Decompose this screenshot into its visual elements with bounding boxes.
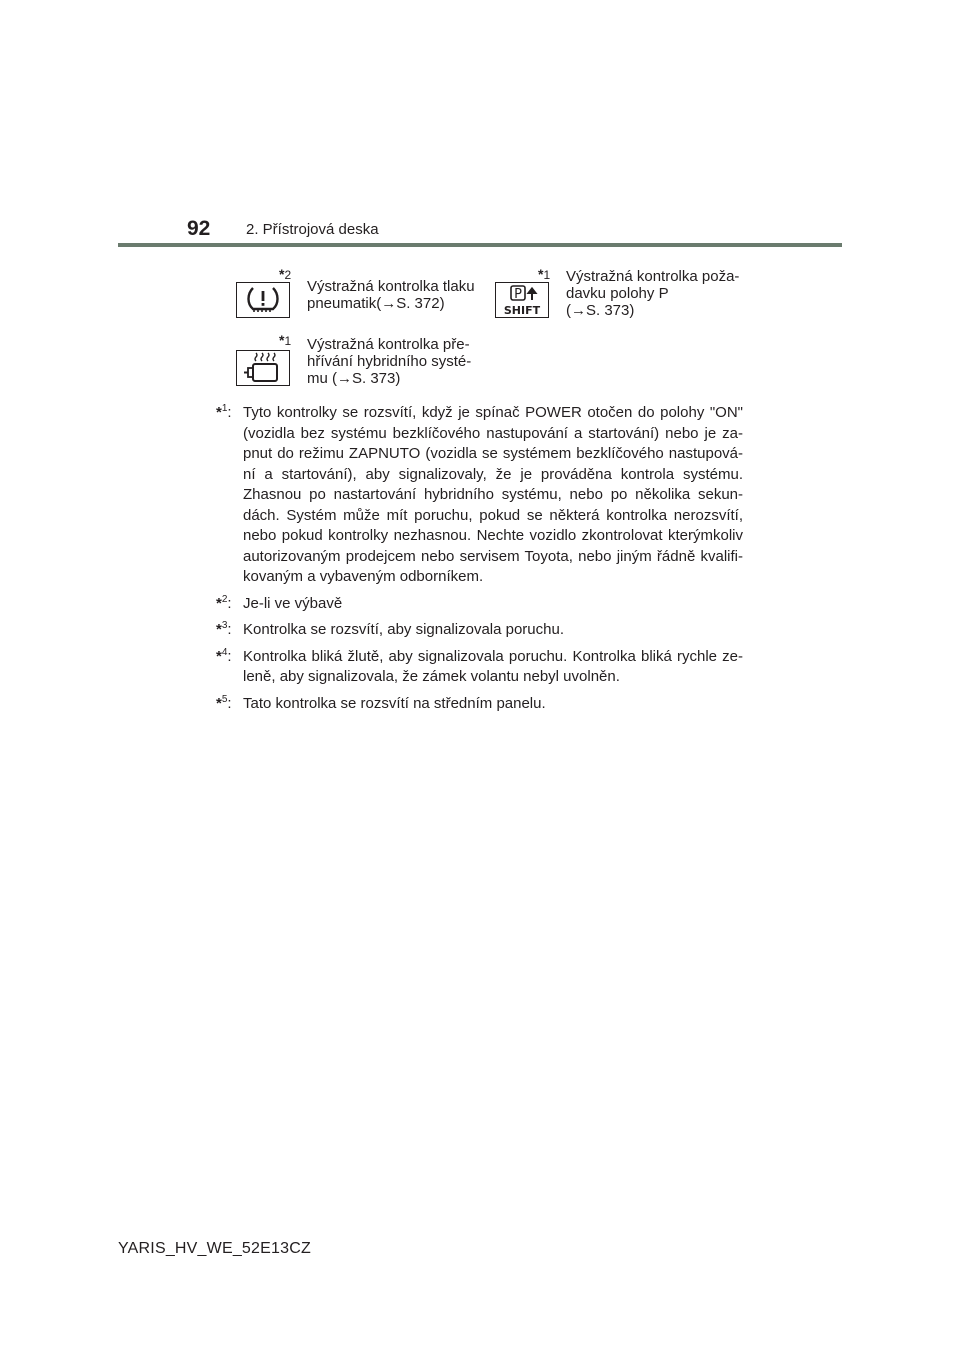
footnote-5 — [216, 694, 743, 715]
footnote-line: ní a startování), aby signalizovaly, že je prováděna kontrola systému. — [243, 465, 743, 483]
footnote-text — [243, 647, 743, 688]
description-line: pneumatik(→S. 372) — [307, 295, 445, 312]
footnote-label: *$^1$: — [216, 403, 232, 421]
footnotes — [216, 403, 743, 720]
indicator-icon-frame — [495, 282, 549, 318]
footnote-line: Kontrolka se rozsvítí, aby signalizovala poruchu. — [243, 621, 564, 638]
footnote-label: *$^2$: — [216, 593, 232, 612]
hybrid-system-overheat-warning-icon — [241, 352, 285, 384]
description-line: Výstražná kontrolka tlaku — [307, 278, 475, 295]
document-code: YARIS_HV_WE_52E13CZ — [118, 1240, 311, 1257]
description-line: Výstražná kontrolka pře- — [307, 336, 470, 353]
indicator-footnote-mark: *1 — [538, 266, 551, 282]
footnote-2 — [216, 594, 743, 615]
indicator-description — [566, 268, 739, 319]
tire-pressure-warning-icon — [243, 285, 283, 315]
footnote-text — [243, 694, 743, 715]
footnote-line: autorizovaným prodejcem nebo servisem Toyota, nebo jiným řádně kvalifi- — [243, 547, 743, 565]
header-rule — [118, 243, 842, 247]
indicator-description — [307, 336, 471, 387]
p-shift-request-warning-icon — [498, 284, 546, 316]
indicator-footnote-mark: *2 — [279, 266, 292, 282]
footnote-line: Tyto kontrolky se rozsvítí, když je spínač POWER otočen do polohy "ON" — [243, 404, 743, 421]
indicator-description — [307, 278, 475, 312]
footnote-line: Je-li ve výbavě — [243, 594, 343, 612]
indicator-footnote-mark: *1 — [279, 332, 292, 348]
svg-text:SHIFT: SHIFT — [503, 304, 541, 316]
footnote-text — [243, 594, 743, 615]
footnote-line: (vozidla bez systému bezklíčového nastupování a startování) nebo je za- — [243, 424, 743, 442]
footnote-line: Tato kontrolka se rozsvítí na středním panelu. — [243, 694, 546, 712]
footnote-label: *$^5$: — [216, 693, 232, 712]
description-line: mu (→S. 373) — [307, 370, 401, 387]
footnote-line: Kontrolka bliká žlutě, aby signalizovala poruchu. Kontrolka bliká rychle ze- — [243, 647, 743, 665]
footnote-4 — [216, 647, 743, 688]
footnote-label: *$^3$: — [216, 620, 232, 638]
footnote-line: nebo pokud kontrolky nezhasnou. Nechte vozidlo zkontrolovat kterýmkoliv — [243, 527, 743, 544]
svg-text:P: P — [514, 287, 522, 302]
footnote-line: leně, aby signalizovala, že zámek volantu nebyl uvolněn. — [243, 668, 620, 685]
footnote-line: pnut do režimu ZAPNUTO (vozidla se systémem bezklíčového nastupová- — [243, 445, 743, 462]
description-line: (→S. 373) — [566, 302, 635, 319]
footnote-text — [243, 403, 743, 588]
footnote-line: dách. Systém může mít poruchu, pokud se některá kontrolka nerozsvítí, — [243, 506, 743, 524]
indicator-icon-frame — [236, 282, 290, 318]
section-title: 2. Přístrojová deska — [246, 221, 379, 238]
page-number: 92 — [187, 217, 211, 240]
footnote-label: *$^4$: — [216, 646, 232, 665]
footnote-text — [243, 620, 743, 641]
description-line: davku polohy P — [566, 285, 669, 302]
footnote-1 — [216, 403, 743, 588]
description-line: hřívání hybridního systé- — [307, 353, 472, 370]
description-line: Výstražná kontrolka poža- — [566, 268, 740, 285]
footnote-line: kovaným a vybaveným odborníkem. — [243, 568, 484, 585]
indicator-icon-frame — [236, 350, 290, 386]
footnote-line: Zhasnou po nastartování hybridního systému, nebo po několika sekun- — [243, 486, 743, 503]
footnote-3 — [216, 620, 743, 641]
